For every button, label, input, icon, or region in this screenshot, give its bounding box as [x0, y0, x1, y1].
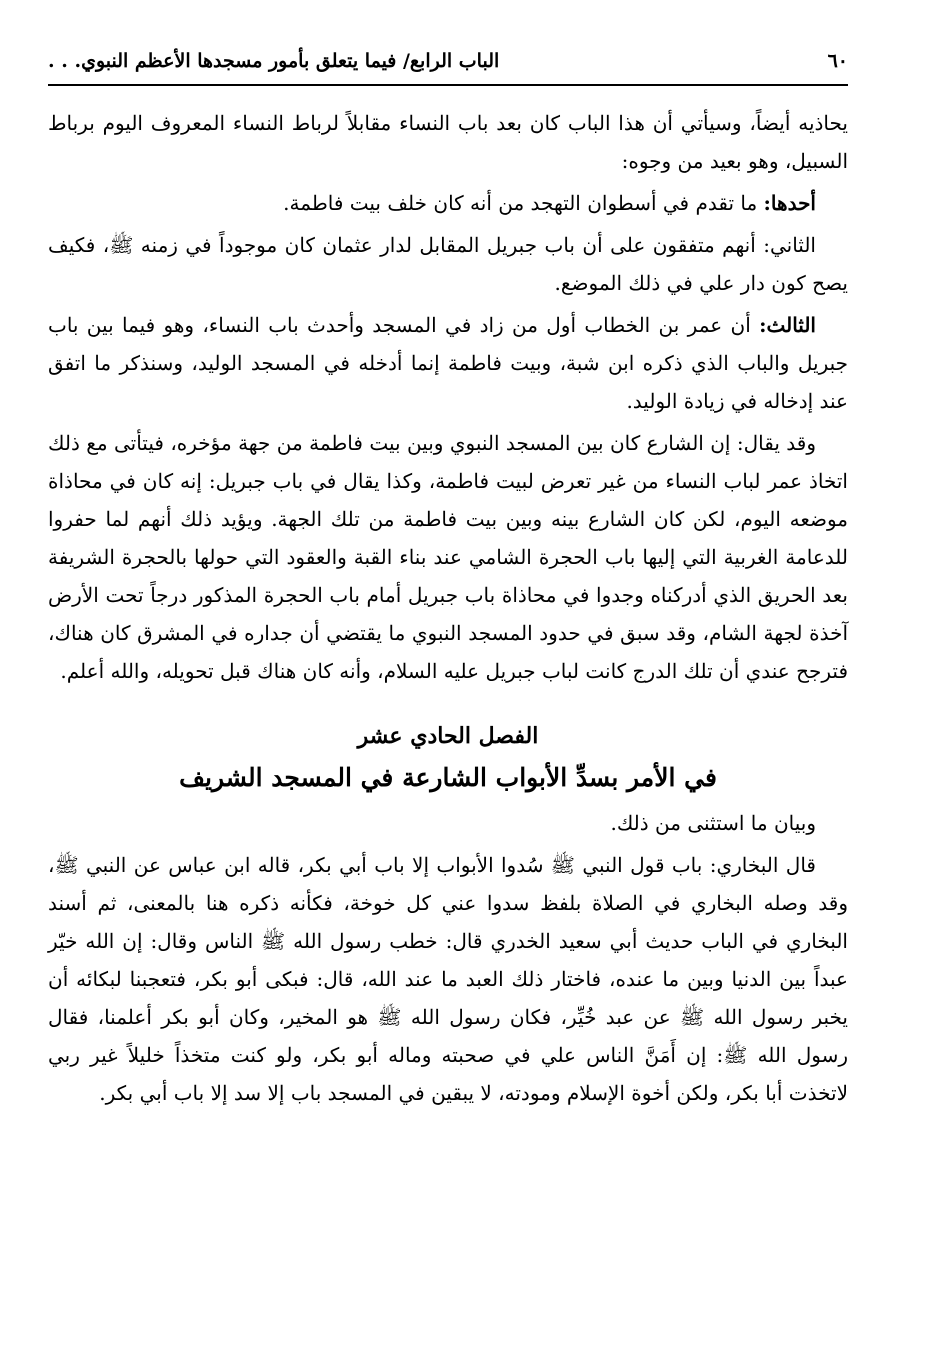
point-third-lead: الثالث: — [759, 313, 816, 337]
point-second-text: أنهم متفقون على أن باب جبريل المقابل لدار عثمان كان موجوداً في زمنه ﷺ، فكيف يصح كون دار علي في ذلك الموضع. — [48, 233, 848, 295]
running-header — [48, 44, 848, 78]
chapter-intro-line: وبيان ما استثنى من ذلك. — [610, 811, 816, 835]
discussion-paragraph: وقد يقال: إن الشارع كان بين المسجد النبوي وبين بيت فاطمة من جهة مؤخره، فيتأتى مع ذلك اتخاذ عمر لباب النساء من غير تعرض لبيت فاطمة، وكذا يقال في باب جبريل: إنه كان في محاذاة موضعه اليوم، لكن كان الشارع بينه وبين بيت فاطمة من تلك الجهة. ويؤيد ذلك أنهم لما حفروا للدعامة الغربية التي إليها باب الحجرة الشامي عند بناء القبة والعقود التي حولها بالحجرة الشريفة بعد الحريق الذي أدركناه وجدوا في محاذاة باب جبريل أمام باب الحجرة المذكور درجاً تحت الأرض آخذة لجهة الشام، وقد سبق في حدود المسجد النبوي ما يقتضي أن جداره في المشرق كان هناك، فترجح عندي أن تلك الدرج كانت لباب جبريل عليه السلام، وأنه كان هناك قبل تحويله، والله أعلم. — [48, 431, 848, 683]
chapter-subtitle: في الأمر بسدِّ الأبواب الشارعة في المسجد الشريف — [179, 763, 717, 792]
running-title: الباب الرابع/ فيما يتعلق بأمور مسجدها الأعظم النبوي. . . — [48, 50, 500, 72]
point-second — [48, 226, 848, 302]
point-first — [48, 184, 848, 222]
point-third-text: أن عمر بن الخطاب أول من زاد في المسجد وأحدث باب النساء، وهو فيما بين باب جبريل والباب الذي ذكره ابن شبة، وبيت فاطمة إنما أدخله في المسجد الوليد، وسنذكر ما اتفق عند إدخاله في زيادة الوليد. — [48, 313, 848, 413]
book-page — [48, 44, 848, 1116]
chapter-body-paragraph: قال البخاري: باب قول النبي ﷺ سُدوا الأبواب إلا باب أبي بكر، قاله ابن عباس عن النبي ﷺ، وقد وصله البخاري في الصلاة بلفظ سدوا عني كل خوخة، فكأنه ذكره هنا بالمعنى، ثم أسند البخاري في الباب حديث أبي سعيد الخدري قال: خطب رسول الله ﷺ الناس وقال: إن الله خيّر عبداً بين الدنيا وبين ما عنده، فاختار ذلك العبد ما عند الله، قال: فبكى أبو بكر، فتعجبنا لبكائه أن يخبر رسول الله ﷺ عن عبد خُيِّر، فكان رسول الله ﷺ هو المخير، وكان أبو بكر أعلمنا، فقال رسول الله ﷺ: إن أَمَنَّ الناس علي في صحبته وماله أبو بكر، ولو كنت متخذاً خليلاً غير ربي لاتخذت أبا بكر، ولكن أخوة الإسلام ومودته، لا يبقين في المسجد باب إلا سد إلا باب أبي بكر. — [48, 853, 848, 1105]
header-divider — [48, 84, 848, 86]
page-number: ٦٠ — [827, 50, 848, 72]
chapter-title: الفصل الحادي عشر — [357, 723, 539, 749]
point-third — [48, 306, 848, 420]
intro-paragraph: يحاذيه أيضاً، وسيأتي أن هذا الباب كان بعد باب النساء مقابلاً لرباط النساء المعروف اليوم برباط السبيل، وهو بعيد من وجوه: — [48, 111, 848, 173]
point-second-lead: الثاني: — [763, 233, 816, 257]
point-first-lead: أحدها: — [763, 191, 816, 215]
point-first-text: ما تقدم في أسطوان التهجد من أنه كان خلف بيت فاطمة. — [283, 191, 764, 215]
